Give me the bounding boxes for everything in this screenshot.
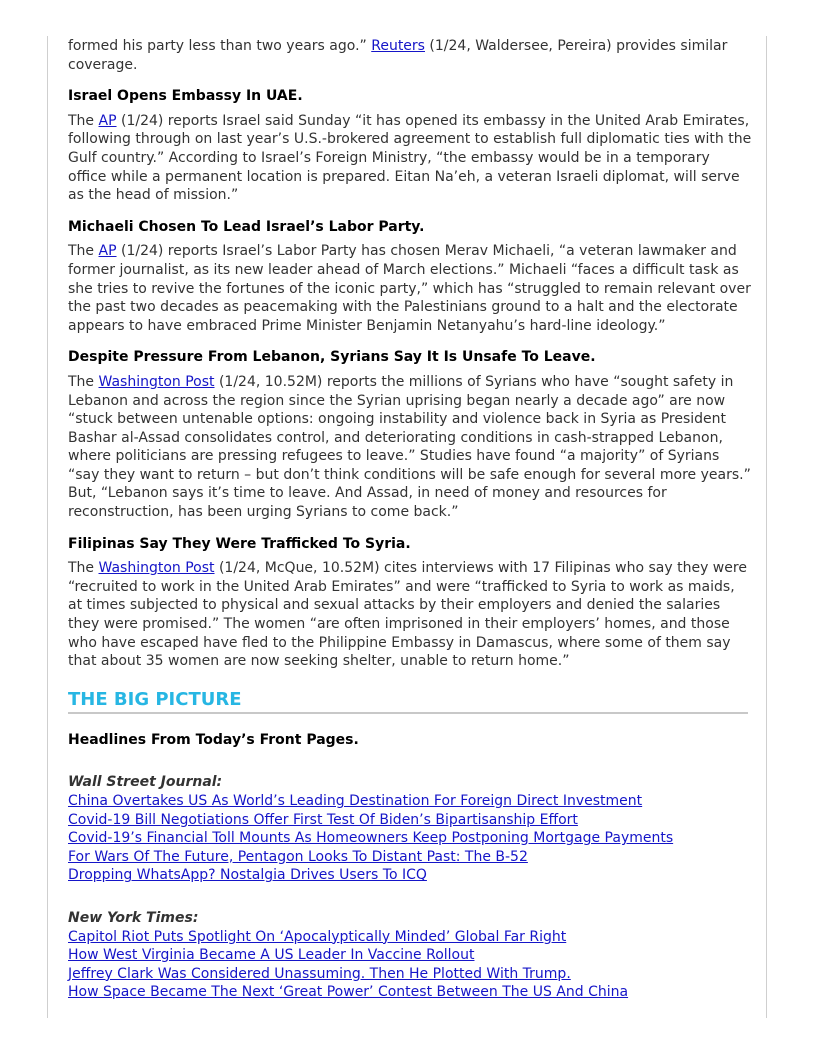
paper-block-nyt — [68, 909, 752, 1002]
list-item — [68, 983, 752, 1002]
source-link[interactable]: Washington Post — [98, 560, 215, 577]
story — [68, 535, 752, 671]
list-item — [68, 811, 752, 830]
headline-link[interactable]: China Overtakes US As World’s Leading Destination For Foreign Direct Investment — [68, 793, 643, 809]
lead-paragraph: formed his party less than two years ago.” Reuters (1/24, Waldersee, Pereira) provides similar coverage. — [68, 38, 728, 73]
list-item — [68, 848, 752, 867]
headline-link[interactable]: Covid-19 Bill Negotiations Offer First Test Of Biden’s Bipartisanship Effort — [68, 811, 578, 828]
list-item — [68, 866, 752, 885]
story-headline: Israel Opens Embassy In UAE. — [68, 88, 303, 105]
story-body: The Washington Post (1/24, McQue, 10.52M) cites interviews with 17 Filipinas who say they were “recruited to work in the United Arab Emirates” and were “trafficked to Syria to work as maids, at times subjected to physical and sexual attacks by their employers and denied the salaries they were promised.” The women “are often imprisoned in their employers’ homes, and those who have escaped have fled to the Philippine Embassy in Damascus, where some of them say that about 35 women are now seeking shelter, unable to return home.” — [68, 560, 747, 670]
section-subhead: Headlines From Today’s Front Pages. — [68, 731, 359, 748]
newsletter-content — [68, 37, 752, 1002]
list-item — [68, 792, 752, 811]
headline-link[interactable]: Jeffrey Clark Was Considered Unassuming. Then He Plotted With Trump. — [68, 965, 571, 982]
headline-link[interactable]: Capitol Riot Puts Spotlight On ‘Apocalyptically Minded’ Global Far Right — [68, 928, 567, 945]
source-link[interactable]: AP — [98, 112, 117, 129]
headline-link[interactable]: Covid-19’s Financial Toll Mounts As Homeowners Keep Postponing Mortgage Payments — [68, 830, 674, 847]
section-title: THE BIG PICTURE — [68, 689, 748, 714]
list-item — [68, 928, 752, 947]
story-headline: Michaeli Chosen To Lead Israel’s Labor Party. — [68, 218, 425, 235]
story-headline: Despite Pressure From Lebanon, Syrians Say It Is Unsafe To Leave. — [68, 349, 596, 366]
paper-name: New York Times: — [68, 909, 199, 926]
reuters-link[interactable]: Reuters — [371, 38, 425, 54]
story-headline: Filipinas Say They Were Trafficked To Syria. — [68, 535, 411, 552]
headline-link[interactable]: For Wars Of The Future, Pentagon Looks To Distant Past: The B-52 — [68, 848, 528, 865]
headline-link[interactable]: How Space Became The Next ‘Great Power’ Contest Between The US And China — [68, 984, 629, 1001]
headline-list — [68, 792, 752, 885]
list-item — [68, 946, 752, 965]
story-body: The AP (1/24) reports Israel’s Labor Party has chosen Merav Michaeli, “a veteran lawmaker and former journalist, as its new leader ahead of March elections.” Michaeli “faces a difficult task as she tries to revive the fortunes of the iconic party,” which has “struggled to remain relevant over the past two decades as peacemaking with the Palestinians ground to a halt and the electorate appears to have embraced Prime Minister Benjamin Netanyahu’s hard-line ideology.” — [68, 243, 751, 334]
story-body: The AP (1/24) reports Israel said Sunday “it has opened its embassy in the United Arab Emirates, following through on last year’s U.S.-brokered agreement to establish full diplomatic ties with the Gulf country.” According to Israel’s Foreign Ministry, “the embassy would be in a temporary office while a permanent location is prepared. Eitan Na’eh, a veteran Israeli diplomat, will serve as the head of mission.” — [68, 112, 752, 204]
story-body: The Washington Post (1/24, 10.52M) reports the millions of Syrians who have “sought safety in Lebanon and across the region since the Syrian uprising began nearly a decade ago” are now “stuck between untenable options: ongoing instability and violence back in Syria as President Bashar al-Assad consolidates control, and deteriorating conditions in cash-strapped Lebanon, where politicians are pressing refugees to leave.” Studies have found “a majority” of Syrians “say they want to return – but don’t think conditions will be safe enough for several more years.” But, “Lebanon says it’s time to leave. And Assad, in need of money and resources for reconstruction, has been urging Syrians to come back.” — [68, 373, 751, 521]
list-item — [68, 965, 752, 984]
headline-list — [68, 928, 752, 1002]
headline-link[interactable]: Dropping WhatsApp? Nostalgia Drives Users To ICQ — [68, 867, 427, 884]
story — [68, 218, 752, 336]
paper-name: Wall Street Journal: — [68, 774, 223, 791]
paper-block-wsj — [68, 773, 752, 885]
source-link[interactable]: AP — [98, 243, 117, 260]
source-link[interactable]: Washington Post — [98, 373, 215, 390]
story — [68, 87, 752, 205]
headline-link[interactable]: How West Virginia Became A US Leader In Vaccine Rollout — [68, 947, 475, 964]
story — [68, 348, 752, 521]
list-item — [68, 829, 752, 848]
